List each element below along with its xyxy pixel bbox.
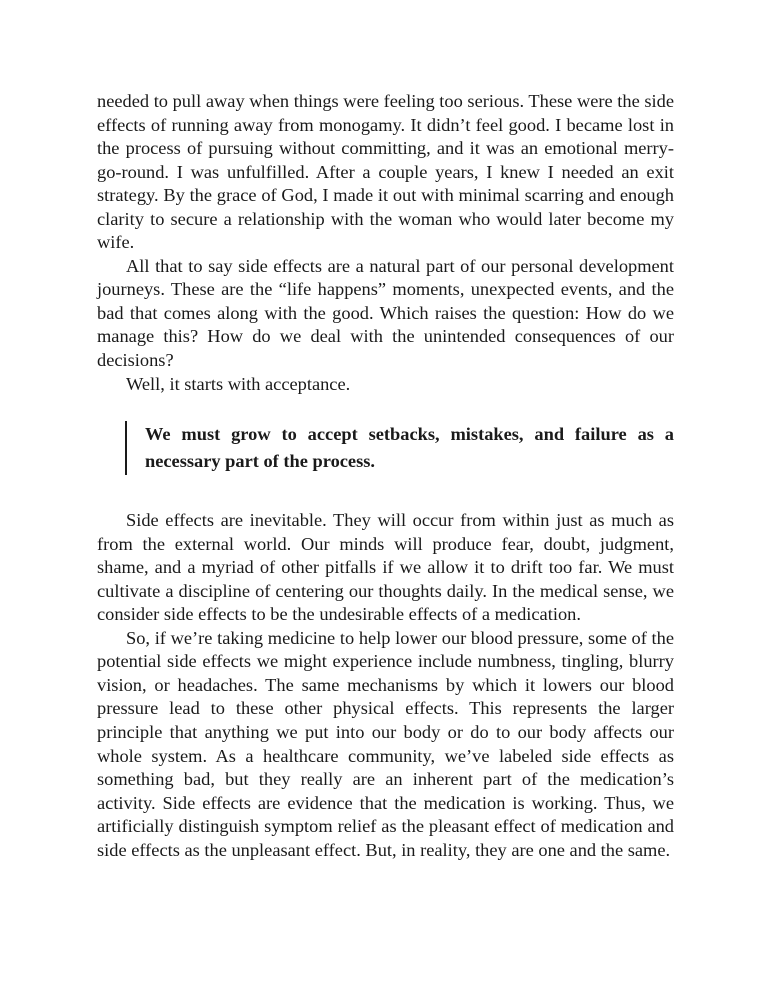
body-paragraph: Well, it starts with acceptance. bbox=[126, 373, 351, 394]
pull-quote bbox=[125, 421, 674, 475]
pull-quote-text: We must grow to accept setbacks, mistakes, and failure as a necessary part of the process. bbox=[145, 424, 674, 472]
body-paragraph: All that to say side effects are a natural part of our personal development journeys. These are the “life happens” moments, unexpected events, and the bad that comes along with the good. Which raises the question: How do we manage this? How do we deal with the unintended consequences of our decisions? bbox=[97, 255, 674, 371]
book-page bbox=[97, 90, 674, 862]
body-paragraph: So, if we’re taking medicine to help lower our blood pressure, some of the potential side effects we might experience include numbness, tingling, blurry vision, or headaches. The same mechanisms by which it lowers our blood pressure lead to these other physical effects. This represents the larger principle that anything we put into our body or do to our body affects our whole system. As a healthcare community, we’ve labeled side effects as something bad, but they really are an inherent part of the medication’s activity. Side effects are evidence that the medication is working. Thus, we artificially distinguish symptom relief as the pleasant effect of medication and side effects as the unpleasant effect. But, in reality, they are one and the same. bbox=[97, 627, 674, 860]
body-paragraph: Side effects are inevitable. They will occur from within just as much as from the external world. Our minds will produce fear, doubt, judgment, shame, and a myriad of other pitfalls if we allow it to drift too far. We must cultivate a discipline of centering our thoughts daily. In the medical sense, we consider side effects to be the undesirable effects of a medication. bbox=[97, 510, 674, 625]
body-paragraph: needed to pull away when things were feeling too serious. These were the side effects of running away from monogamy. It didn’t feel good. I became lost in the process of pursuing without committing, and it was an emotional merry-go-round. I was unfulfilled. After a couple years, I knew I needed an exit strategy. By the grace of God, I made it out with minimal scarring and enough clarity to secure a relationship with the woman who would later become my wife. bbox=[97, 91, 674, 253]
